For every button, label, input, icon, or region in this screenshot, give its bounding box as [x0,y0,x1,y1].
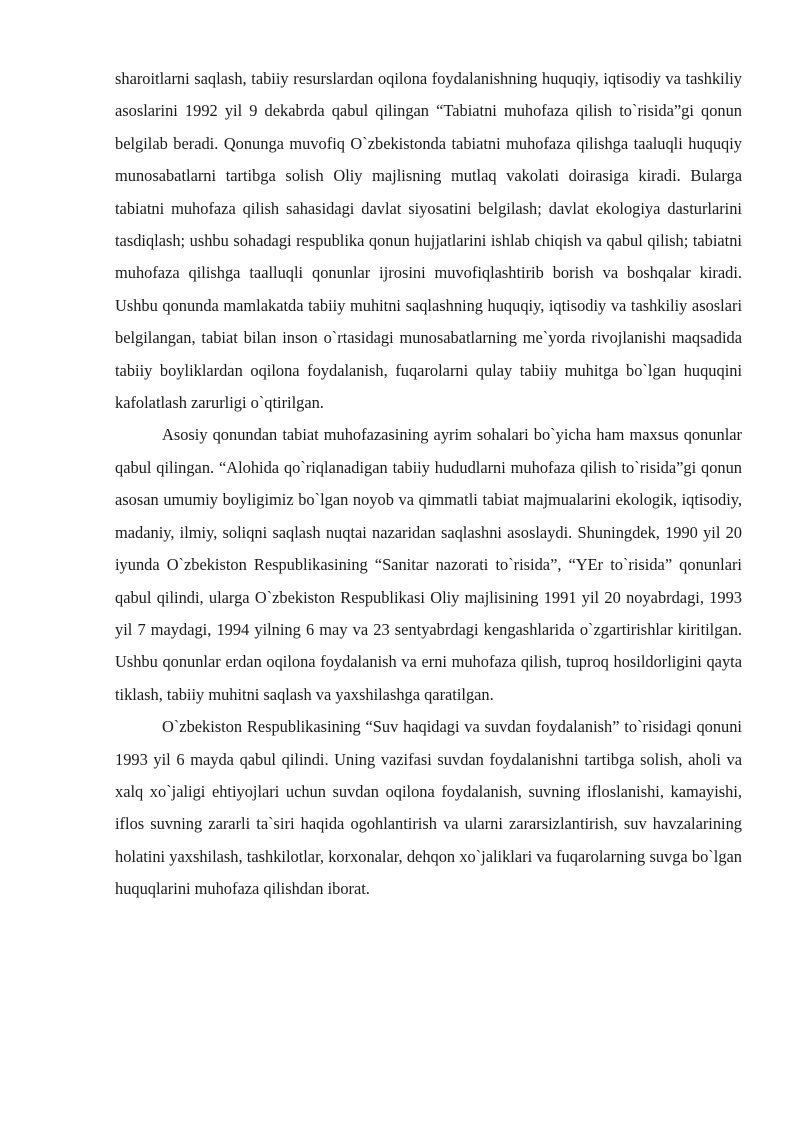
paragraph-3: O`zbekiston Respublikasining “Suv haqidagi va suvdan foydalanish” to`risidagi qonuni 1993 yil 6 mayda qabul qilindi. Uning vazifasi suvdan foydalanishni tartibga solish, aholi va xalq xo`jaligi ehtiyojlari uchun suvdan oqilona foydalanish, suvning ifloslanishi, kamayishi, iflos suvning zararli ta`siri haqida ogohlantirish va ularni zararsizlantirish, suv havzalarining holatini yaxshilash, tashkilotlar, korxonalar, dehqon xo`jaliklari va fuqarolarning suvga bo`lgan huquqlarini muhofaza qilishdan iborat. [115,717,742,899]
paragraph-2: Asosiy qonundan tabiat muhofazasining ayrim sohalari bo`yicha ham maxsus qonunlar qabul qilingan. “Alohida qo`riqlanadigan tabiiy hududlarni muhofaza qilish to`risida”gi qonun asosan umumiy boyligimiz bo`lgan noyob va qimmatli tabiat majmualarini ekologik, iqtisodiy, madaniy, ilmiy, soliqni saqlash nuqtai nazaridan saqlashni asoslaydi. Shuningdek, 1990 yil 20 iyunda O`zbekiston Respublikasining “Sanitar nazorati to`risida”, “YEr to`risida” qonunlari qabul qilindi, ularga O`zbekiston Respublikasi Oliy majlisining 1991 yil 20 noyabrdagi, 1993 yil 7 maydagi, 1994 yilning 6 may va 23 sentyabrdagi kengashlarida o`zgartirishlar kiritilgan. Ushbu qonunlar erdan oqilona foydalanish va erni muhofaza qilish, tuproq hosildorligini qayta tiklash, tabiiy muhitni saqlash va yaxshilashga qaratilgan. [115,425,742,704]
paragraph-1: sharoitlarni saqlash, tabiiy resurslardan oqilona foydalanishning huquqiy, iqtisodiy va tashkiliy asoslarini 1992 yil 9 dekabrda qabul qilingan “Tabiatni muhofaza qilish to`risida”gi qonun belgilab beradi. Qonunga muvofiq O`zbekistonda tabiatni muhofaza qilishga taaluqli huquqiy munosabatlarni tartibga solish Oliy majlisning mutlaq vakolati doirasiga kiradi. Bularga tabiatni muhofaza qilish sahasidagi davlat siyosatini belgilash; davlat ekologiya dasturlarini tasdiqlash; ushbu sohadagi respublika qonun hujjatlarini ishlab chiqish va qabul qilish; tabiatni muhofaza qilishga taalluqli qonunlar ijrosini muvofiqlashtirib borish va boshqalar kiradi. Ushbu qonunda mamlakatda tabiiy muhitni saqlashning huquqiy, iqtisodiy va tashkiliy asoslari belgilangan, tabiat bilan inson o`rtasidagi munosabatlarning me`yorda rivojlanishi maqsadida tabiiy boyliklardan oqilona foydalanish, fuqarolarni qulay tabiiy muhitga bo`lgan huquqini kafolatlash zarurligi o`qtirilgan. [115,69,742,413]
document-page [115,63,742,906]
